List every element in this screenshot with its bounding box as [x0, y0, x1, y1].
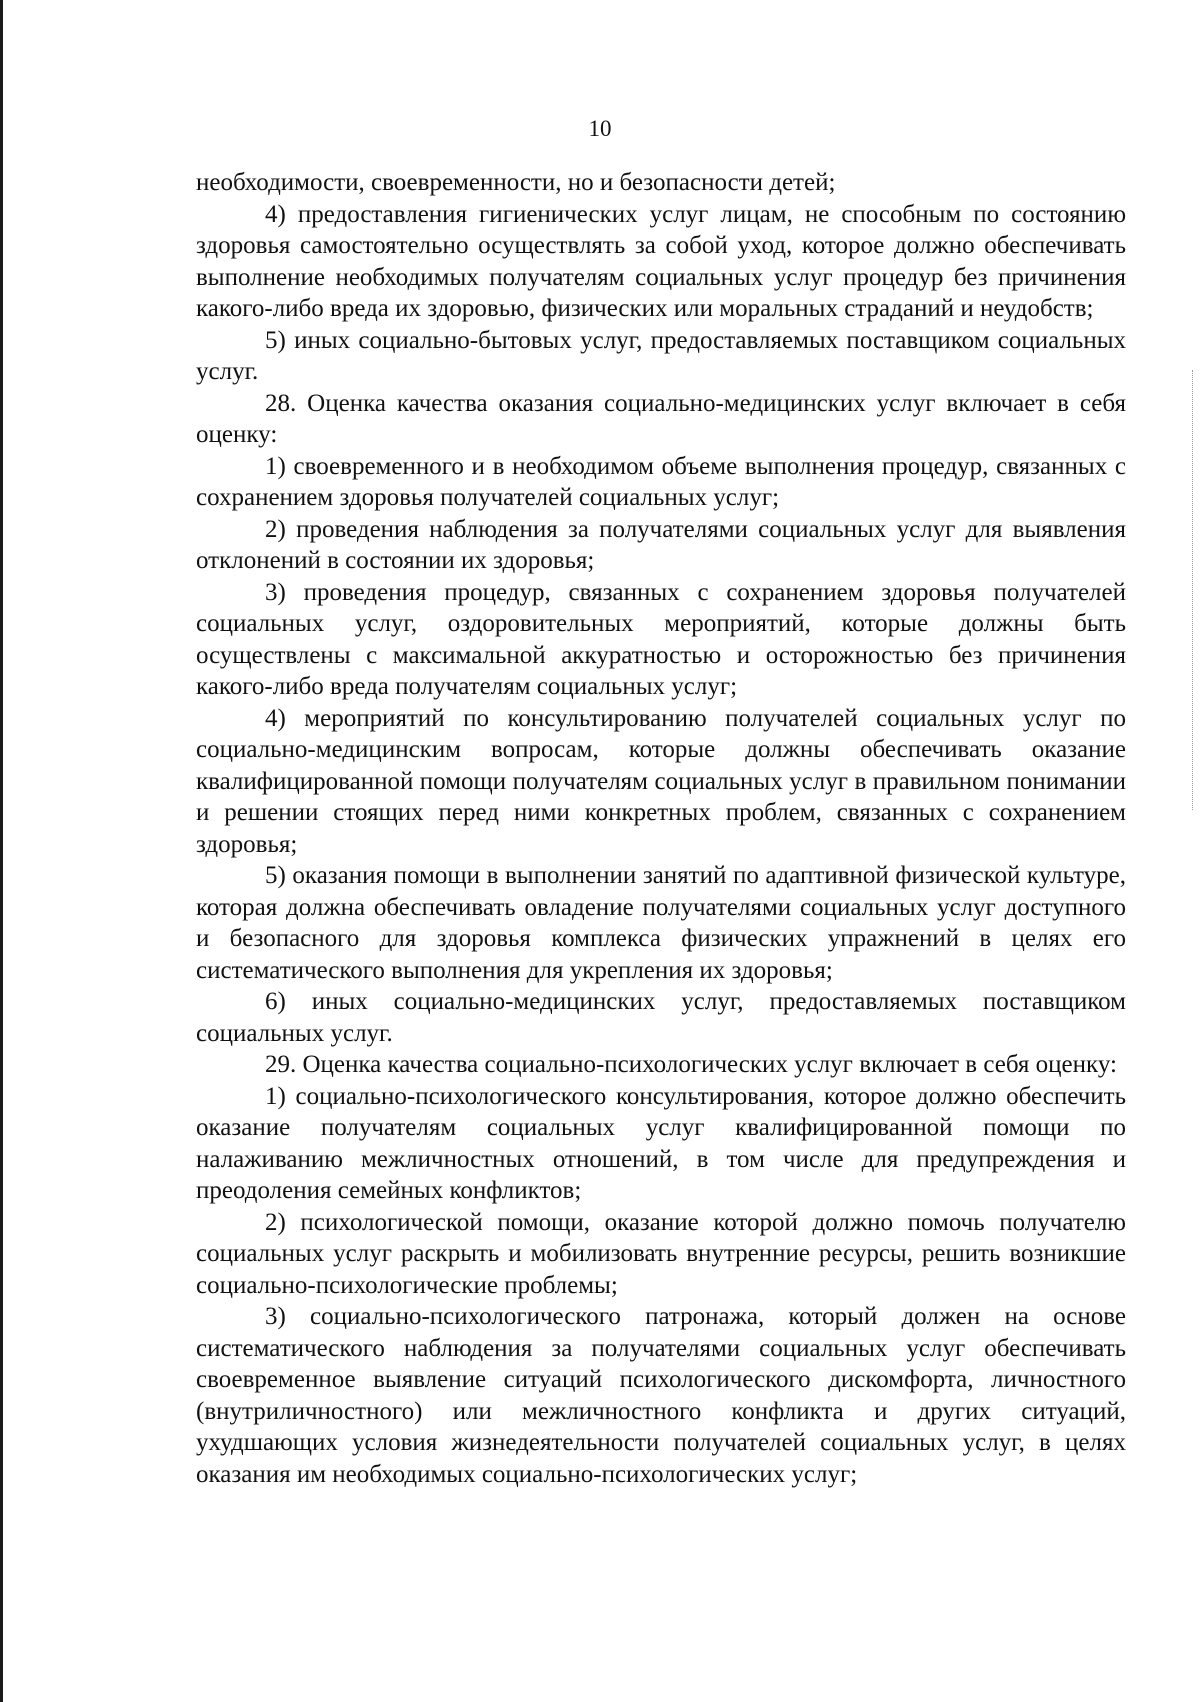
scan-right-specks	[1192, 370, 1194, 810]
paragraph-28-item-4: 4) мероприятий по консультированию получателей социальных услуг по социально-медицинским вопросам, которые должны обеспечивать оказание квалифицированной помощи получателям социальных услуг в правильном понимании и решении стоящих перед ними конкретных проблем, связанных с сохранением здоровья;	[196, 704, 1126, 858]
paragraph-section-29: 29. Оценка качества социально-психологических услуг включает в себя оценку:	[265, 1051, 1117, 1078]
paragraph-28-item-2: 2) проведения наблюдения за получателями социальных услуг для выявления отклонений в состоянии их здоровья;	[196, 515, 1126, 574]
document-body	[196, 167, 1126, 1490]
paragraph-28-item-6: 6) иных социально-медицинских услуг, предоставляемых поставщиком социальных услуг.	[196, 988, 1126, 1047]
paragraph-continuation: необходимости, своевременности, но и безопасности детей;	[196, 169, 836, 196]
paragraph-29-item-2: 2) психологической помощи, оказание которой должно помочь получателю социальных услуг раскрыть и мобилизовать внутренние ресурсы, решить возникшие социально-психологические проблемы;	[196, 1208, 1126, 1299]
paragraph-item-4-hygiene: 4) предоставления гигиенических услуг лицам, не способным по состоянию здоровья самостоятельно осуществлять за собой уход, которое должно обеспечивать выполнение необходимых получателям социальных услуг процедур без причинения какого-либо вреда их здоровью, физических или моральных страданий и неудобств;	[196, 200, 1126, 322]
page-number: 10	[588, 116, 612, 141]
paragraph-28-item-1: 1) своевременного и в необходимом объеме выполнения процедур, связанных с сохранением здоровья получателей социальных услуг;	[196, 452, 1126, 511]
scan-left-edge	[0, 0, 3, 1702]
paragraph-section-28: 28. Оценка качества оказания социально-медицинских услуг включает в себя оценку:	[196, 389, 1126, 448]
paragraph-28-item-5: 5) оказания помощи в выполнении занятий по адаптивной физической культуре, которая должна обеспечивать овладение получателями социальных услуг доступного и безопасного для здоровья комплекса физических упражнений в целях его систематического выполнения для укрепления их здоровья;	[196, 862, 1126, 984]
paragraph-29-item-3: 3) социально-психологического патронажа, который должен на основе систематического наблюдения за получателями социальных услуг обеспечивать своевременное выявление ситуаций психологического дискомфорта, личностного (внутриличностного) или межличностного конфликта и других ситуаций, ухудшающих условия жизнедеятельности получателей социальных услуг, в целях оказания им необходимых социально-психологических услуг;	[196, 1303, 1126, 1488]
paragraph-28-item-3: 3) проведения процедур, связанных с сохранением здоровья получателей социальных услуг, оздоровительных мероприятий, которые должны быть осуществлены с максимальной аккуратностью и осторожностью без причинения какого-либо вреда получателям социальных услуг;	[196, 578, 1126, 700]
paragraph-item-5-household: 5) иных социально-бытовых услуг, предоставляемых поставщиком социальных услуг.	[196, 326, 1126, 385]
paragraph-29-item-1: 1) социально-психологического консультирования, которое должно обеспечить оказание получателям социальных услуг квалифицированной помощи по налаживанию межличностных отношений, в том числе для предупреждения и преодоления семейных конфликтов;	[196, 1082, 1126, 1204]
